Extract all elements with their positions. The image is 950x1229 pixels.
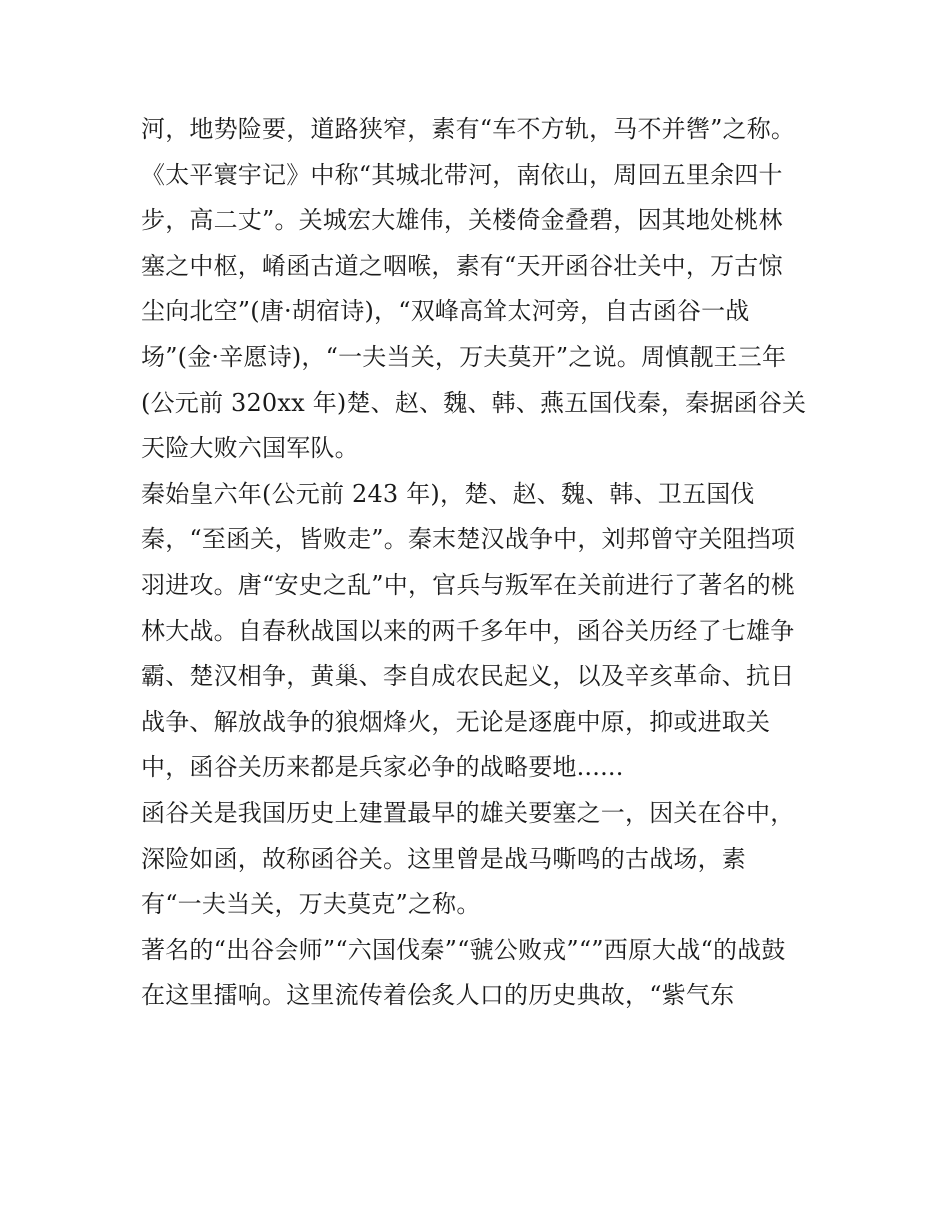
text-line: 秦始皇六年(公元前 243 年)，楚、赵、魏、韩、卫五国伐 [141,479,755,508]
text-line: 河，地势险要，道路狭窄，素有“车不方轨，马不并辔”之称。 [141,115,796,143]
text-line: 尘向北空”(唐·胡宿诗)，“双峰高耸太河旁，自古函谷一战 [141,297,750,326]
text-line: 步，高二丈”。关城宏大雄伟，关楼倚金叠碧，因其地处桃林 [141,206,783,235]
text-line: 中，函谷关历来都是兵家必争的战略要地...... [141,753,624,782]
text-line: 林大战。自春秋战国以来的两千多年中，函谷关历经了七雄争 [141,616,795,645]
text-line: 场”(金·辛愿诗)，“一夫当关，万夫莫开”之说。周慎靓王三年 [141,342,787,371]
text-line: 函谷关是我国历史上建置最早的雄关要塞之一，因关在谷中， [141,798,795,827]
text-line: 天险大败六国军队。 [141,434,359,463]
body-text [141,107,821,1019]
text-line: 《太平寰宇记》中称“其城北带河，南依山，周回五里余四十 [141,160,783,189]
text-line: 有“一夫当关，万夫莫克”之称。 [141,890,481,919]
text-line: 战争、解放战争的狼烟烽火，无论是逐鹿中原，抑或进取关 [141,707,771,736]
text-line: (公元前 320xx 年)楚、赵、魏、韩、燕五国伐秦，秦据函谷关 [141,388,807,417]
text-line: 深险如函，故称函谷关。这里曾是战马嘶鸣的古战场，素 [141,844,746,873]
text-line: 在这里擂响。这里流传着侩炙人口的历史典故，“紫气东 [141,981,735,1010]
text-line: 秦，“至函关，皆败走”。秦末楚汉战争中，刘邦曾守关阻挡项 [141,525,796,554]
text-line: 塞之中枢，崤函古道之咽喉，素有“天开函谷壮关中，万古惊 [141,251,783,280]
text-line: 霸、楚汉相争，黄巢、李自成农民起义，以及辛亥革命、抗日 [141,662,795,691]
text-line: 著名的“出谷会师”“六国伐秦”“虢公败戎”“”西原大战“的战鼓 [141,935,786,964]
text-line: 羽进攻。唐“安史之乱”中，官兵与叛军在关前进行了著名的桃 [141,570,796,599]
